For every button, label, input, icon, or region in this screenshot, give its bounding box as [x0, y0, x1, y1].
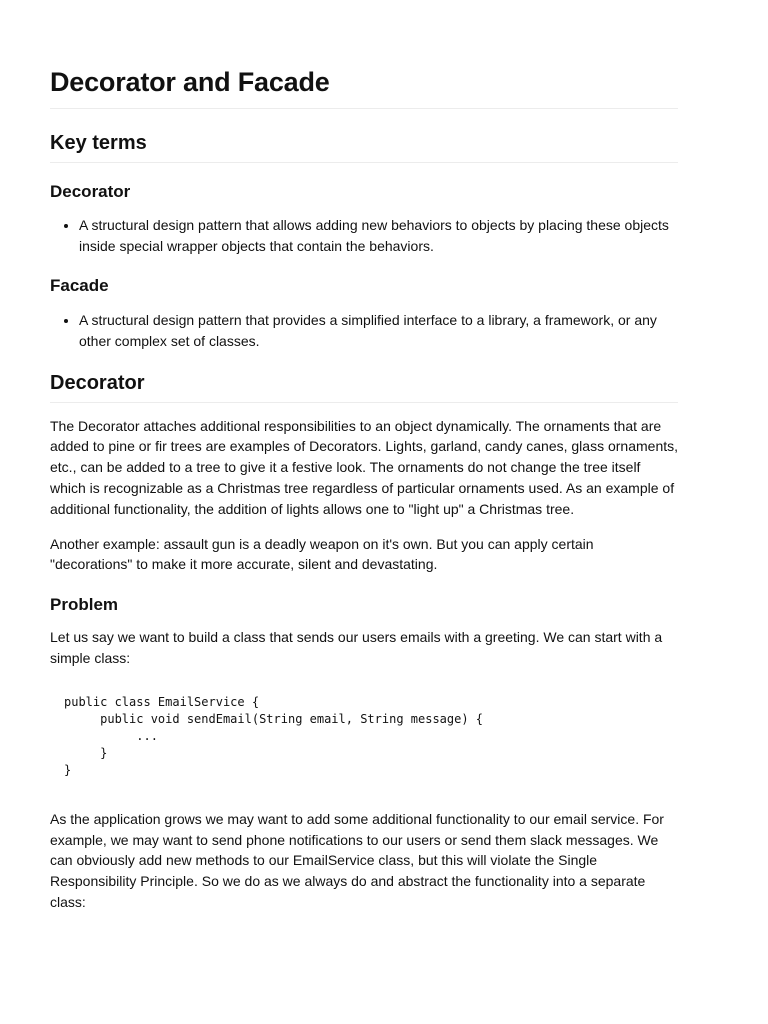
key-term-facade-definition: • A structural design pattern that provides a simplified interface to a library, a framework, or any other complex set of classes.	[79, 310, 678, 352]
email-service-code-block: public class EmailService { public void sendEmail(String email, String message) { ... } }	[64, 694, 484, 777]
page-title: Decorator and Facade	[50, 66, 678, 109]
key-term-decorator-heading: Decorator	[50, 182, 131, 202]
key-terms-heading: Key terms	[50, 131, 678, 163]
decorator-paragraph-1: The Decorator attaches additional responsibilities to an object dynamically. The ornaments that are added to pine or fir trees are examples of Decorators. Lights, garland, candy canes, glass ornaments, etc., can be added to a tree to give it a festive look. The ornaments do not change the tree itself which is recognizable as a Christmas tree regardless of particular ornaments used. As an example of additional functionality, the addition of lights allows one to "light up" a Christmas tree.	[50, 417, 679, 517]
problem-after-code: As the application grows we may want to add some additional functionality to our email service. For example, we may want to send phone notifications to our users or send them slack messages. We can obviously add new methods to our EmailService class, but this will violate the Single Responsibility Principle. So we do as we always do and abstract the functionality into a separate class:	[50, 810, 664, 911]
key-term-decorator-list	[50, 215, 678, 257]
decorator-section-heading: Decorator	[50, 371, 678, 403]
key-term-facade-list	[50, 310, 678, 352]
key-term-facade-heading: Facade	[50, 276, 109, 296]
decorator-paragraph-2: Another example: assault gun is a deadly weapon on it's own. But you can apply certain "decorations" to make it more accurate, silent and devastating.	[50, 535, 594, 573]
problem-intro: Let us say we want to build a class that sends our users emails with a greeting. We can start with a simple class:	[50, 629, 663, 667]
problem-heading: Problem	[50, 595, 119, 615]
key-term-decorator-definition: • A structural design pattern that allows adding new behaviors to objects by placing these objects inside special wrapper objects that contain the behaviors.	[79, 215, 678, 257]
